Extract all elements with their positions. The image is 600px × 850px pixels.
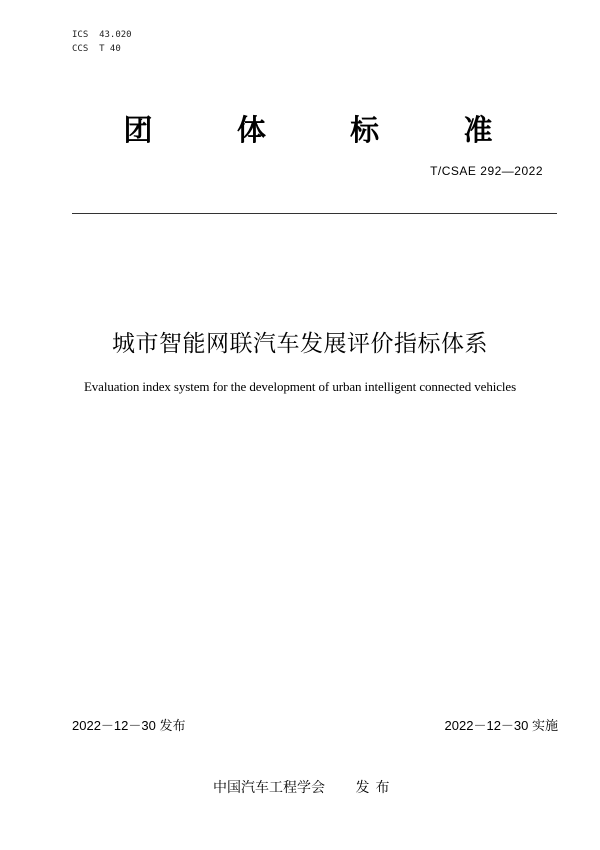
classification-codes bbox=[72, 28, 132, 56]
issue-date: 2022－12－30 发布 bbox=[72, 718, 186, 733]
publisher-line bbox=[213, 777, 395, 797]
publisher-org: 中国汽车工程学会 bbox=[213, 780, 325, 796]
ccs-code: CCS T 40 bbox=[72, 44, 121, 54]
doc-type-char-3: 标 bbox=[350, 113, 380, 147]
doc-type-char-1: 团 bbox=[123, 113, 153, 147]
implementation-date: 2022－12－30 实施 bbox=[444, 718, 558, 733]
publisher-release: 发布 bbox=[355, 780, 396, 796]
header-divider bbox=[72, 213, 557, 214]
doc-type-char-2: 体 bbox=[236, 113, 266, 147]
doc-type-char-4: 准 bbox=[463, 113, 493, 147]
document-type-heading bbox=[118, 108, 498, 149]
ics-code: ICS 43.020 bbox=[72, 30, 132, 40]
standard-number: T/CSAE 292—2022 bbox=[430, 164, 543, 178]
title-english: Evaluation index system for the development of urban intelligent connected vehicles bbox=[83, 379, 517, 394]
title-chinese: 城市智能网联汽车发展评价指标体系 bbox=[112, 331, 488, 357]
